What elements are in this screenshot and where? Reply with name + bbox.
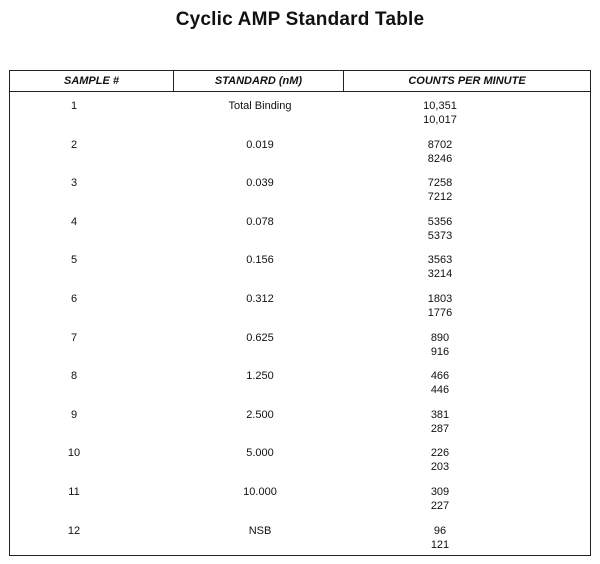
count-value: 203 [430,461,450,474]
table-row [10,292,590,331]
sample-number: 11 [68,485,80,498]
count-value: 227 [430,499,450,512]
table-body [10,99,590,562]
count-value: 309 [430,485,450,498]
counts-cell [410,524,470,552]
count-value: 916 [430,345,450,358]
count-value: 7212 [427,191,453,204]
count-value: 446 [430,384,450,397]
table-header-row [10,71,590,92]
counts-cell [410,369,470,397]
count-value: 96 [433,524,447,537]
count-value: 287 [430,422,450,435]
count-value: 8702 [427,138,453,151]
table-row [10,176,590,215]
table-row [10,215,590,254]
table-row [10,485,590,524]
standard-value: Total Binding [228,100,292,112]
table-row [10,331,590,370]
count-value: 8246 [427,152,453,165]
standard-value: 10.000 [243,485,277,498]
counts-cell [410,99,470,127]
sample-number: 10 [67,447,81,460]
standard-value: 0.039 [246,177,274,190]
counts-cell [410,446,470,474]
count-value: 3563 [427,254,453,267]
table-row [10,369,590,408]
table-row [10,253,590,292]
header-counts: COUNTS PER MINUTE [408,75,526,87]
count-value: 226 [430,447,450,460]
counts-cell [410,176,470,204]
sample-number: 9 [70,408,78,421]
counts-cell [410,253,470,281]
count-value: 381 [430,408,450,421]
count-value: 5373 [427,229,453,242]
standard-value: NSB [248,524,272,537]
document-title: Cyclic AMP Standard Table [175,9,425,30]
sample-number: 3 [70,177,78,190]
counts-cell [410,138,470,166]
count-value: 121 [430,538,450,551]
count-value: 466 [430,370,450,383]
table-row [10,138,590,177]
counts-cell [410,408,470,436]
count-value: 5356 [427,215,453,228]
standard-value: 0.078 [246,215,274,228]
standard-value: 0.156 [246,254,274,267]
standard-value: 5.000 [246,447,274,460]
standard-value: 1.250 [246,370,274,383]
sample-number: 6 [70,292,78,305]
counts-cell [410,292,470,320]
header-sample: SAMPLE # [10,71,174,91]
count-value: 1803 [427,292,453,305]
standard-value: 0.625 [246,331,274,344]
table-row [10,408,590,447]
sample-number: 4 [70,215,78,228]
sample-number: 7 [70,331,78,344]
table-row [10,524,590,563]
count-value: 10,351 [423,100,457,112]
sample-number: 5 [70,254,78,267]
sample-number: 1 [70,100,78,112]
standard-value: 0.019 [246,138,274,151]
standard-value: 2.500 [246,408,274,421]
table-row [10,99,590,138]
counts-cell [410,215,470,243]
count-value: 7258 [427,177,453,190]
sample-number: 2 [70,138,78,151]
counts-cell [410,485,470,513]
count-value: 3214 [427,268,453,281]
counts-cell [410,331,470,359]
standard-value: 0.312 [246,292,274,305]
cyclic-amp-table [9,70,591,556]
sample-number: 8 [70,370,78,383]
table-row [10,446,590,485]
count-value: 1776 [427,306,453,319]
count-value: 890 [430,331,450,344]
sample-number: 12 [67,524,81,537]
count-value: 10,017 [423,114,457,126]
header-standard: STANDARD (nM) [174,71,344,91]
